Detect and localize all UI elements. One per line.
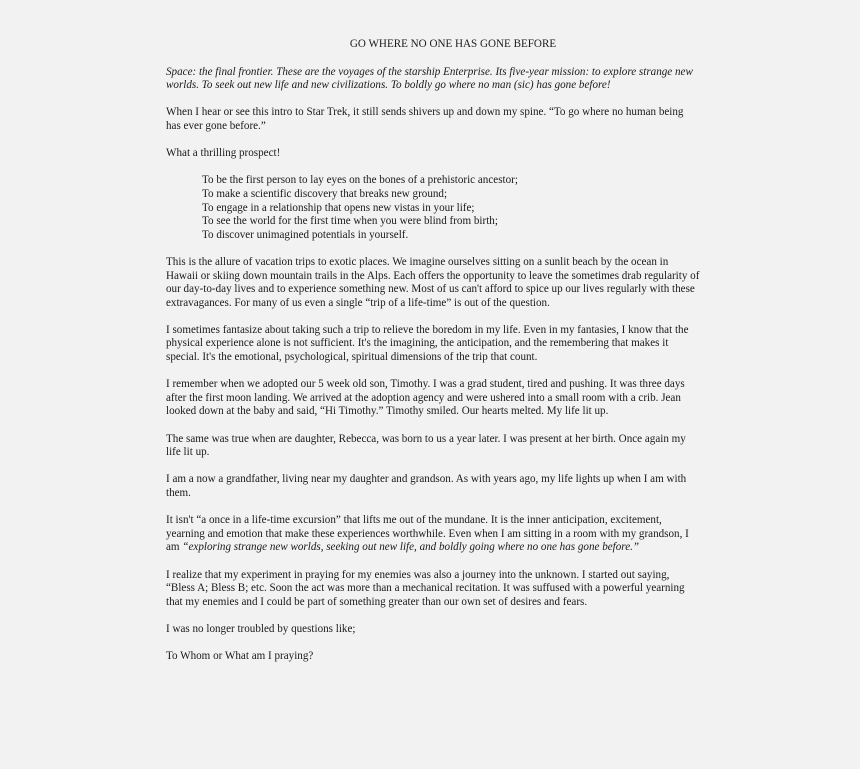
paragraph-10: I was no longer troubled by questions like; bbox=[166, 622, 356, 635]
list-item: To make a scientific discovery that breaks new ground; bbox=[202, 187, 448, 200]
paragraph-9: I realize that my experiment in praying for my enemies was also a journey into the unknown. I started out saying, “Bless A; Bless B; etc. Soon the act was more than a mechanical recitation. It was suffused with a powerful yearning that my enemies and I could be part of something greater than our own set of desires and fears. bbox=[166, 568, 685, 608]
document-title: GO WHERE NO ONE HAS GONE BEFORE bbox=[349, 38, 557, 50]
paragraph-6: The same was true when are daughter, Rebecca, was born to us a year later. I was present at her birth. Once again my life lit up. bbox=[166, 432, 686, 459]
paragraph-7: I am a now a grandfather, living near my daughter and grandson. As with years ago, my life lights up when I am with them. bbox=[166, 473, 687, 499]
paragraph-8 bbox=[166, 514, 700, 555]
list-item: To see the world for the first time when you were blind from birth; bbox=[202, 215, 498, 228]
intro-quote: Space: the final frontier. These are the voyages of the starship Enterprise. Its five-year mission: to explore strange new worlds. To seek out new life and new civilizations. To boldly go where no man (sic) has gone before! bbox=[166, 65, 693, 92]
paragraph-11: To Whom or What am I praying? bbox=[166, 650, 314, 663]
paragraph-8-text: It isn't “a once in a life-time excursion” that lifts me out of the mundane. It is the inner anticipation, excitement, yearning and emotion that make these experiences worthwhile. Even when I am sitting in a room with my grandson, I am bbox=[166, 514, 689, 554]
list-item: To discover unimagined potentials in yourself. bbox=[202, 228, 409, 241]
paragraph-8-quote: “exploring strange new worlds, seeking out new life, and boldly going where no one has gone before.” bbox=[182, 541, 640, 554]
paragraph-5: I remember when we adopted our 5 week old son, Timothy. I was a grad student, tired and pushing. It was three days after the first moon landing. We arrived at the adoption agency and were ushered into a small room with a crib. Jean looked down at the baby and said, “Hi Timothy.” Timothy smiled. Our hearts melted. My life lit up. bbox=[166, 378, 685, 418]
paragraph-3: This is the allure of vacation trips to exotic places. We imagine ourselves sitting on a sunlit beach by the ocean in Hawaii or skiing down mountain trails in the Alps. Each offers the opportunity to leave the sometimes drab regularity of our day-to-day lives and to experience something new. Most of us can't afford to spice up our lives regularly with these extravagances. For many of us even a single “trip of a life-time” is out of the question. bbox=[166, 255, 700, 309]
paragraph-1: When I hear or see this intro to Star Trek, it still sends shivers up and down my spine. “To go where no human being has ever gone before.” bbox=[166, 106, 684, 132]
list-item: To engage in a relationship that opens new vistas in your life; bbox=[202, 201, 475, 214]
paragraph-2: What a thrilling prospect! bbox=[166, 147, 281, 160]
paragraph-4: I sometimes fantasize about taking such a trip to relieve the boredom in my life. Even in my fantasies, I know that the physical experience alone is not sufficient. It's the imagining, the anticipation, and the remembering that makes it special. It's the emotional, psychological, spiritual dimensions of the trip that count. bbox=[166, 323, 689, 364]
list-item: To be the first person to lay eyes on the bones of a prehistoric ancestor; bbox=[202, 174, 518, 187]
prospect-list bbox=[166, 174, 700, 242]
